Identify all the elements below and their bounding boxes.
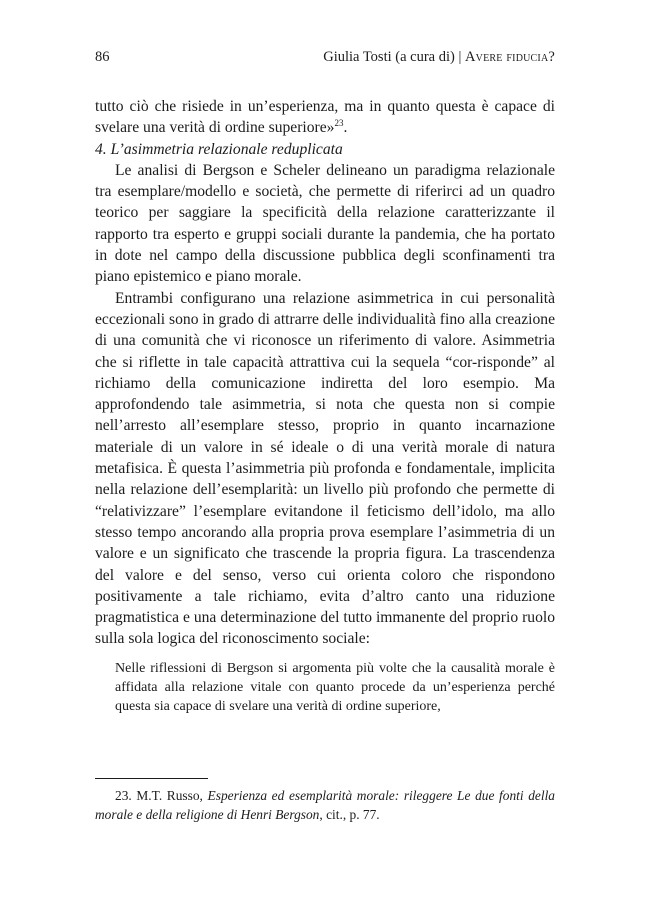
running-title <box>323 48 555 66</box>
paragraph-2: Entrambi configurano una relazione asimmetrica in cui personalità eccezionali sono in grado di attrarre delle individualità fino alla creazione di una comunità che vi riconosce un riferimento di valore. Asimmetria che si riflette in tale capacità attrattiva cui la sequela “cor-risponde” al richiamo della comunicazione indiretta del loro esempio. Ma approfondendo tale asimmetria, si nota che questa non si compie nell’arresto all’esemplare stesso, proprio in quanto incarnazione materiale di un valore in sé ideale o di una verità morale di natura metafisica. È questa l’asimmetria più profonda e fondamentale, implicita nella relazione dell’esemplarità: un livello più profondo che permette di “relativizzare” l’esemplare evitandone il feticismo dell’idolo, ma allo stesso tempo ancorando alla propria prova esemplare l’asimmetria di un valore e un significato che trascende la propria figura. La trascendenza del valore e del senso, verso cui orienta coloro che rispondono positivamente a tale richiamo, evita d’altro canto una riduzione pragmatistica e una determinazione del tutto immanente del proprio ruolo sulla sola logica del riconoscimento sociale: <box>95 289 555 648</box>
paragraph-1: Le analisi di Bergson e Scheler delineano un paradigma relazionale tra esemplare/modello e società, che permette di riferirci ad un quadro teorico per saggiare la specificità della relazione caratterizzante il rapporto tra esperto e gruppi sociali durante la pandemia, che ha portato in dote nel campo della discussione pubblica degli sconfinamenti tra piano epistemico e piano morale. <box>95 161 555 286</box>
page-number: 86 <box>95 49 110 65</box>
footnote-number: 23. <box>115 788 132 803</box>
footnote-23 <box>95 786 555 824</box>
header-separator: | <box>458 49 462 65</box>
footnote-rule <box>95 778 208 779</box>
block-quote-text: Nelle riflessioni di Bergson si argomenta più volte che la causalità morale è affidata alla relazione vitale con quanto procede da un’esperienza perché questa sia capace di svelare una verità di ordine superiore, <box>115 660 555 715</box>
header-book-title: Avere fiducia? <box>465 49 555 65</box>
footnote-ref-23: 23 <box>334 118 344 129</box>
footnote-rest: , cit., p. 77. <box>319 807 380 822</box>
footnote-title: Esperienza ed esemplarità morale: rileggere Le due fonti della morale e della religione di Henri Bergson <box>95 788 555 822</box>
header-author: Giulia Tosti (a cura di) <box>323 49 455 65</box>
section-heading: 4. L’asimmetria relazionale reduplicata <box>95 140 343 158</box>
paragraph-continued: tutto ciò che risiede in un’esperienza, ma in quanto questa è capace di svelare una verità di ordine superiore»$^{23}$. <box>95 98 555 137</box>
body-text <box>95 96 555 717</box>
footnote-author: M.T. Russo, <box>136 788 203 803</box>
block-quote <box>115 659 555 717</box>
